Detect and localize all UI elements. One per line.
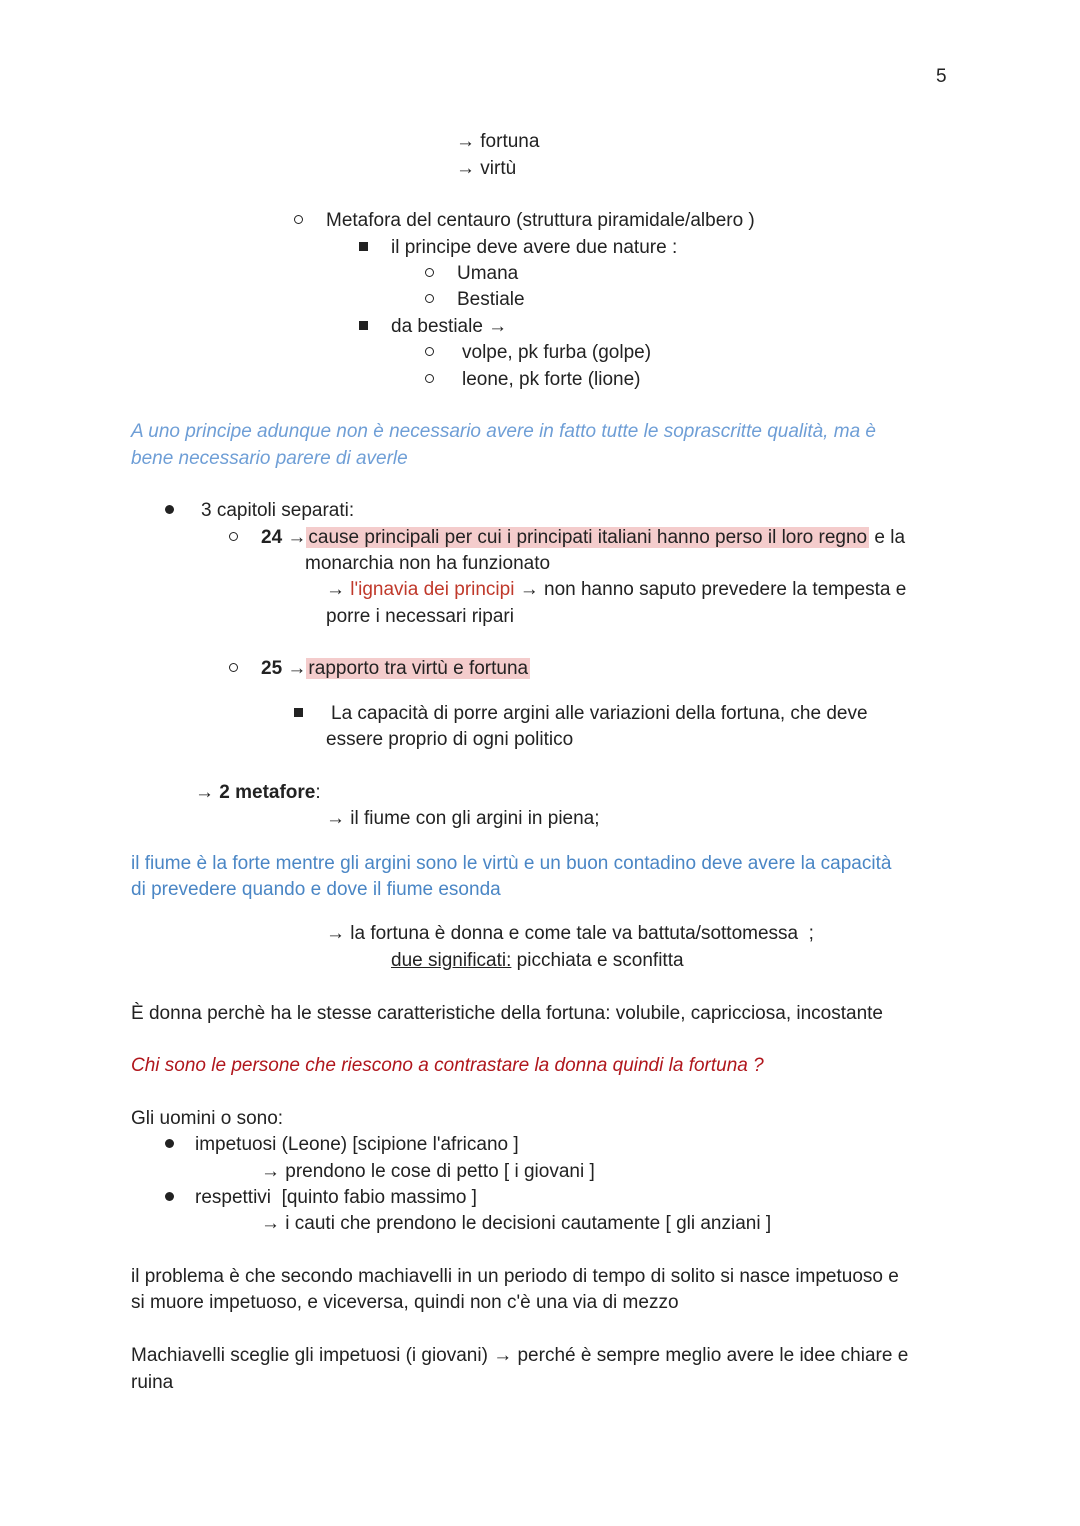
disc-bullet-icon bbox=[165, 1139, 174, 1148]
significati-label: due significati: bbox=[391, 950, 512, 971]
respettivi: respettivi [quinto fabio massimo ] bbox=[195, 1187, 477, 1208]
ignavia-text: l'ignavia dei principi bbox=[350, 579, 515, 600]
animal-volpe-line bbox=[425, 340, 651, 366]
respettivi-sub: → i cauti che prendono le decisioni cautamente [ gli anziani ] bbox=[261, 1213, 772, 1234]
animal-leone-line bbox=[425, 367, 641, 393]
quote-line-2: bene necessario parere di averle bbox=[131, 448, 408, 469]
arrow-fortuna: → fortuna bbox=[456, 131, 540, 152]
significati-line bbox=[391, 948, 684, 974]
metafore-heading bbox=[195, 780, 321, 806]
chapter-25-point-1: La capacità di porre argini alle variazioni della fortuna, che deve bbox=[331, 703, 868, 724]
nature-umana-line bbox=[425, 261, 518, 287]
bestiale-intro-line bbox=[359, 314, 507, 340]
uomini-intro: Gli uomini o sono: bbox=[131, 1108, 284, 1129]
metafora-fiume: → il fiume con gli argini in piena; bbox=[326, 808, 600, 829]
disc-bullet-icon bbox=[165, 505, 174, 514]
circle-bullet-icon bbox=[425, 347, 434, 356]
metafore-colon: : bbox=[315, 782, 321, 803]
square-bullet-icon bbox=[294, 708, 303, 717]
fiume-line-2: di prevedere quando e dove il fiume esonda bbox=[131, 879, 501, 900]
nature-bestiale: Bestiale bbox=[457, 289, 525, 310]
chapter-25-arrow: → bbox=[287, 658, 307, 679]
chapters-intro-line bbox=[165, 498, 354, 524]
conclusione-line-1: Machiavelli sceglie gli impetuosi (i giovani) → perché è sempre meglio avere le idee chiare e bbox=[131, 1345, 909, 1366]
animal-volpe: volpe, pk furba (golpe) bbox=[462, 342, 652, 363]
chapter-24-line bbox=[229, 525, 905, 551]
problema-line-2: si muore impetuoso, e viceversa, quindi non c'è una via di mezzo bbox=[131, 1292, 679, 1313]
conclusione-line-2: ruina bbox=[131, 1372, 174, 1393]
fiume-line-1: il fiume è la forte mentre gli argini sono le virtù e un buon contadino deve avere la capacità bbox=[131, 853, 892, 874]
significati-value: picchiata e sconfitta bbox=[511, 950, 684, 971]
problema-line-1: il problema è che secondo machiavelli in un periodo di tempo di solito si nasce impetuoso e bbox=[131, 1266, 899, 1287]
chapters-intro: 3 capitoli separati: bbox=[201, 500, 355, 521]
circle-bullet-icon bbox=[425, 374, 434, 383]
circle-bullet-icon bbox=[229, 663, 238, 672]
bestiale-intro: da bestiale → bbox=[391, 316, 508, 337]
chapter-24-highlight: cause principali per cui i principati italiani hanno perso il loro regno bbox=[308, 527, 868, 548]
centaur-title: Metafora del centauro (struttura piramidale/albero ) bbox=[326, 210, 755, 231]
chapter-24-sub-line bbox=[326, 577, 906, 603]
impetuosi: impetuosi (Leone) [scipione l'africano ] bbox=[195, 1134, 519, 1155]
nature-intro-line bbox=[359, 235, 677, 261]
chapter-25-point-line bbox=[294, 701, 868, 727]
circle-bullet-icon bbox=[229, 532, 238, 541]
chapter-25-number: 25 bbox=[261, 658, 283, 679]
chapter-25-highlight: rapporto tra virtù e fortuna bbox=[308, 658, 529, 679]
chapter-24-sub-arrow: → bbox=[326, 579, 351, 600]
circle-bullet-icon bbox=[294, 215, 303, 224]
chapter-24-cont: monarchia non ha funzionato bbox=[305, 553, 551, 574]
centaur-title-line bbox=[294, 208, 755, 234]
chapter-25-line bbox=[229, 656, 530, 682]
disc-bullet-icon bbox=[165, 1192, 174, 1201]
circle-bullet-icon bbox=[425, 268, 434, 277]
nature-intro: il principe deve avere due nature : bbox=[391, 237, 678, 258]
quote-line-1: A uno principe adunque non è necessario avere in fatto tutte le soprascritte qualità, ma è bbox=[131, 421, 876, 442]
nature-umana: Umana bbox=[457, 263, 519, 284]
question: Chi sono le persone che riescono a contrastare la donna quindi la fortuna ? bbox=[131, 1055, 764, 1076]
metafora-donna: → la fortuna è donna e come tale va battuta/sottomessa ; bbox=[326, 923, 814, 944]
animal-leone: leone, pk forte (lione) bbox=[462, 369, 641, 390]
chapter-24-sub-cont: porre i necessari ripari bbox=[326, 606, 514, 627]
nature-bestiale-line bbox=[425, 287, 525, 313]
square-bullet-icon bbox=[359, 321, 368, 330]
impetuosi-line bbox=[165, 1132, 519, 1158]
respettivi-line bbox=[165, 1185, 477, 1211]
impetuosi-sub: → prendono le cose di petto [ i giovani ] bbox=[261, 1161, 595, 1182]
donna-text: È donna perchè ha le stesse caratteristiche della fortuna: volubile, capricciosa, incostante bbox=[131, 1003, 883, 1024]
chapter-24-after: e la bbox=[869, 527, 906, 548]
chapter-24-arrow: → bbox=[287, 527, 307, 548]
chapter-25-point-2: essere proprio di ogni politico bbox=[326, 729, 574, 750]
metafore-label: 2 metafore bbox=[219, 782, 316, 803]
metafore-arrow: → bbox=[195, 782, 220, 803]
chapter-24-number: 24 bbox=[261, 527, 283, 548]
chapter-24-sub-after: → non hanno saputo prevedere la tempesta e bbox=[514, 579, 907, 600]
square-bullet-icon bbox=[359, 242, 368, 251]
page-number: 5 bbox=[936, 66, 947, 87]
arrow-virtu: → virtù bbox=[456, 158, 517, 179]
circle-bullet-icon bbox=[425, 294, 434, 303]
